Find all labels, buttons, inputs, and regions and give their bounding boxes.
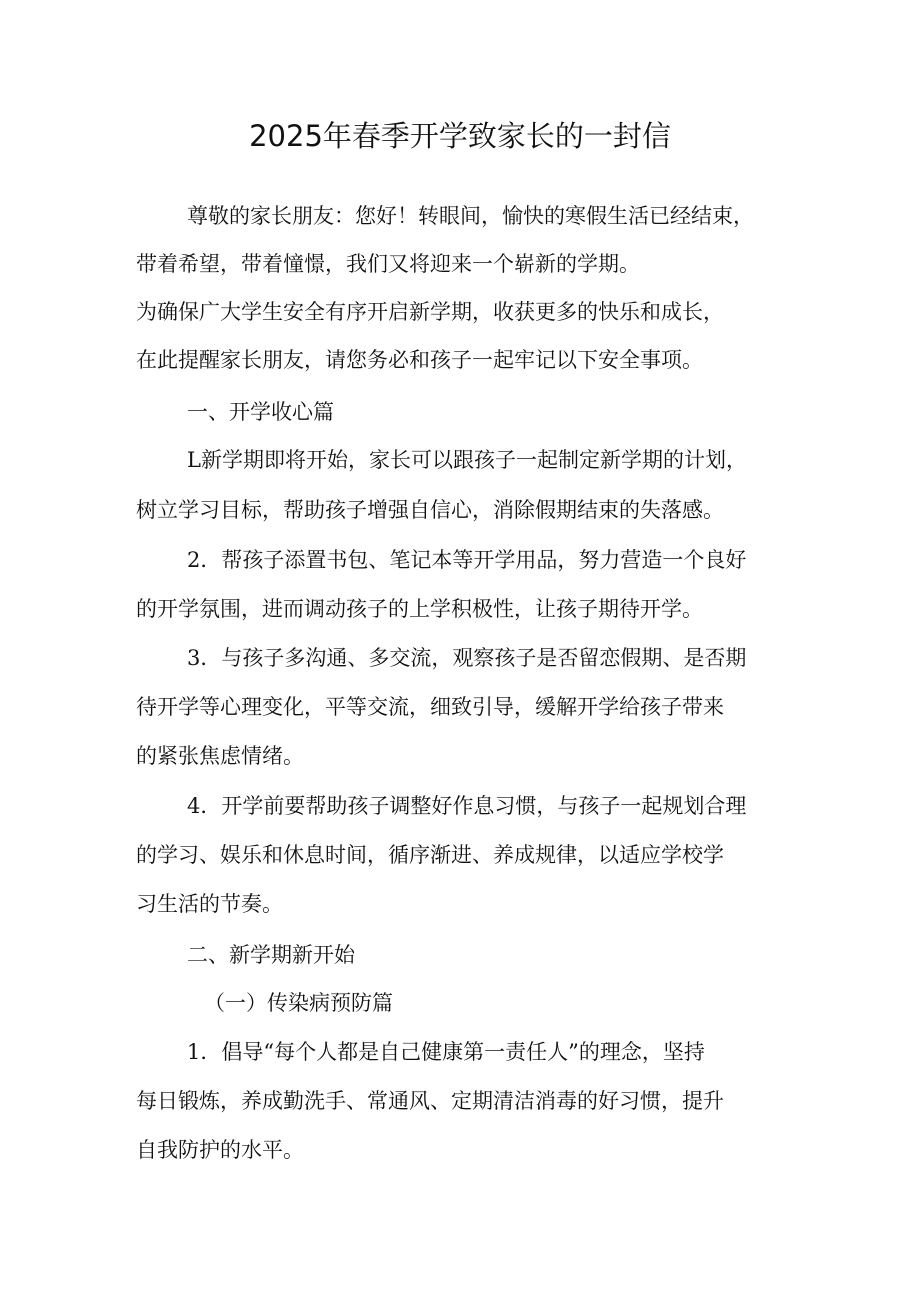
- section-2-subheading: （一）传染病预防篇: [204, 991, 393, 1015]
- intro-line-4: 在此提醒家长朋友，请您务必和孩子一起牢记以下安全事项。: [136, 348, 703, 372]
- intro-line-1: 尊敬的家长朋友：您好！转眼间，愉快的寒假生活已经结束，: [187, 204, 754, 228]
- section-2-item-1-line-3: 自我防护的水平。: [136, 1138, 304, 1162]
- section-1-item-4-line-1: 4．开学前要帮助孩子调整好作息习惯，与孩子一起规划合理: [187, 794, 747, 818]
- section-1-heading: 一、开学收心篇: [187, 400, 334, 424]
- document-title: 2025年春季开学致家长的一封信: [249, 119, 671, 153]
- section-1-item-3-line-1: 3．与孩子多沟通、多交流，观察孩子是否留恋假期、是否期: [187, 646, 747, 670]
- section-2-item-1-line-1: 1．倡导“每个人都是自己健康第一责任人”的理念，坚持: [187, 1040, 705, 1064]
- section-2-item-1-line-2: 每日锻炼，养成勤洗手、常通风、定期清洁消毒的好习惯，提升: [136, 1089, 724, 1113]
- section-1-item-2-line-1: 2．帮孩子添置书包、笔记本等开学用品，努力营造一个良好: [187, 548, 747, 572]
- section-1-item-1-line-2: 树立学习目标，帮助孩子增强自信心，消除假期结束的失落感。: [136, 498, 724, 522]
- section-1-item-3-line-3: 的紧张焦虑情绪。: [136, 744, 304, 768]
- intro-line-3: 为确保广大学生安全有序开启新学期，收获更多的快乐和成长，: [136, 300, 724, 324]
- section-1-item-1-line-1: L新学期即将开始，家长可以跟孩子一起制定新学期的计划，: [187, 448, 747, 472]
- section-2-heading: 二、新学期新开始: [187, 943, 355, 967]
- section-1-item-4-line-3: 习生活的节奏。: [136, 892, 283, 916]
- section-1-item-4-line-2: 的学习、娱乐和休息时间，循序渐进、养成规律，以适应学校学: [136, 843, 724, 867]
- section-1-item-3-line-2: 待开学等心理变化，平等交流，细致引导，缓解开学给孩子带来: [136, 695, 724, 719]
- section-1-item-2-line-2: 的开学氛围，进而调动孩子的上学积极性，让孩子期待开学。: [136, 597, 703, 621]
- intro-line-2: 带着希望，带着憧憬，我们又将迎来一个崭新的学期。: [136, 252, 640, 276]
